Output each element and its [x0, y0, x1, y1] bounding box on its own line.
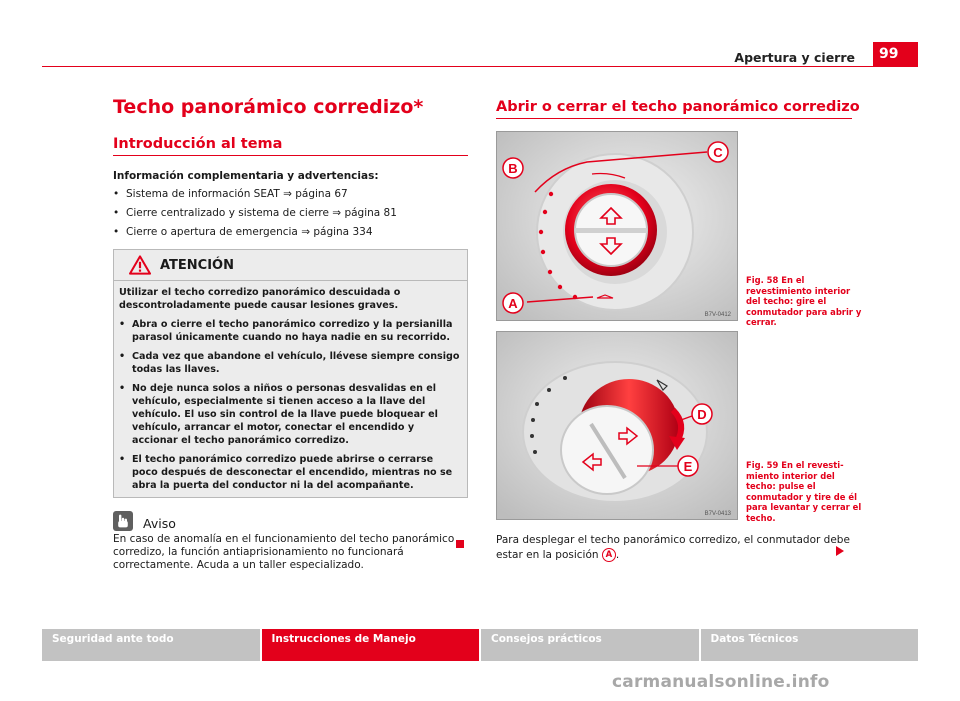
warning-item: • Abra o cierre el techo panorámico corredizo y la persianilla parasol únicamente cuando no haya nadie en su recorrido. [119, 319, 453, 343]
warning-body [114, 281, 467, 497]
page-number: 99 [873, 42, 918, 66]
sub-title: Introducción al tema [113, 136, 468, 156]
figure-59-image [496, 331, 738, 520]
figure-label-e: E [683, 459, 693, 474]
info-heading: Información complementaria y advertencias: [113, 170, 379, 182]
figure-label-b: B [508, 161, 518, 176]
figure-58-caption: Fig. 58 En el revestimiento interior del techo: gire el conmutador para abrir y cerrar. [746, 275, 862, 327]
warning-item: • Cada vez que abandone el vehículo, llévese siempre consigo todas las llaves. [119, 351, 460, 375]
warning-triangle-icon [129, 255, 151, 275]
figure-code: B7V-0412 [704, 312, 731, 318]
warning-item: • No deje nunca solos a niños o personas desvalidas en el vehículo, especialmente si tienen acceso a la llave del vehículo. El uso sin control de la llave puede bloquear el vehículo, arrancar el motor, conectar el encendido y accionar el techo panorámico corredizo. [119, 383, 438, 446]
reference-item: • Cierre o apertura de emergencia ⇒ página 334 [113, 226, 468, 238]
watermark: carmanualsonline.info [612, 672, 830, 692]
figure-label-c: C [713, 145, 723, 160]
header-divider [42, 66, 918, 67]
footer-tab-consejos[interactable]: Consejos prácticos [481, 629, 699, 661]
body-paragraph: Para desplegar el techo panorámico corredizo, el conmutador debe estar en la posición A . [496, 534, 850, 561]
warning-title: ATENCIÓN [160, 257, 234, 273]
figure-label-a: A [508, 296, 518, 311]
warning-item: • El techo panorámico corredizo puede abrirse o cerrarse poco después de desconectar el encendido, mientras no se abra la puerta del conductor ni la del acompañante. [119, 454, 453, 491]
warning-header [114, 250, 467, 281]
figure-59-caption: Fig. 59 En el revestimiento interior del techo: pulse el conmutador y tire de él para levantar y cerrar el techo. [746, 460, 862, 523]
position-badge-a: A [602, 548, 616, 562]
main-title: Techo panorámico corredizo* [113, 96, 424, 118]
section-end-mark [456, 540, 464, 548]
figure-label-d: D [697, 407, 707, 422]
section-title: Apertura y cierre [734, 50, 855, 65]
reference-item: • Sistema de información SEAT ⇒ página 67 [113, 188, 468, 200]
footer-tab-instrucciones[interactable]: Instrucciones de Manejo [262, 629, 480, 661]
note-box [113, 510, 468, 572]
figure-58-image [496, 131, 738, 321]
warning-box [113, 249, 468, 498]
reference-list [113, 188, 468, 238]
warning-intro: Utilizar el techo corredizo panorámico descuidada o descontroladamente puede causar lesiones graves. [119, 287, 401, 311]
note-text: En caso de anomalía en el funcionamiento del techo panorámico corredizo, la función antiaprisionamiento no funcionará correctamente. Acuda a un taller especializado. [113, 533, 455, 571]
footer-nav [42, 629, 918, 661]
right-section-title: Abrir o cerrar el techo panorámico corredizo [496, 99, 852, 119]
footer-tab-seguridad[interactable]: Seguridad ante todo [42, 629, 260, 661]
reference-item: • Cierre centralizado y sistema de cierre ⇒ página 81 [113, 207, 468, 219]
note-title: Aviso [143, 516, 176, 531]
continue-arrow-icon [836, 546, 844, 556]
figure-code: B7V-0413 [704, 511, 731, 517]
note-hand-icon [113, 511, 133, 531]
left-column [113, 96, 468, 572]
footer-tab-datos[interactable]: Datos Técnicos [701, 629, 919, 661]
